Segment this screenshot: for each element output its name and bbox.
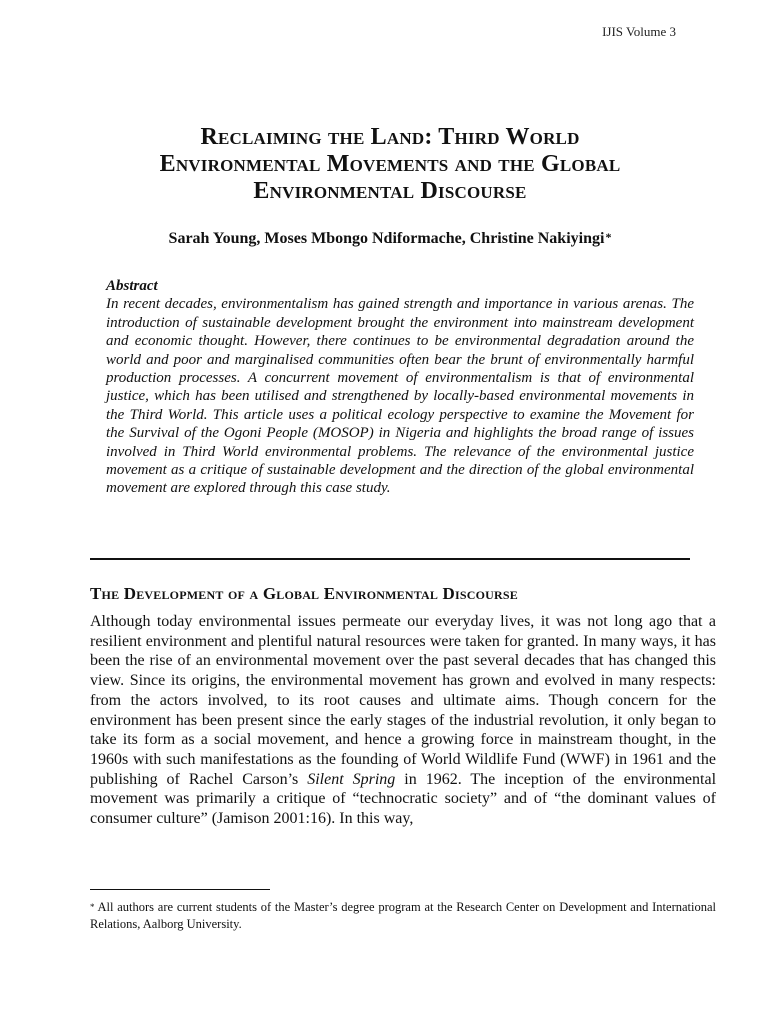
journal-header: IJIS Volume 3 [602,24,676,39]
title-line-1: Reclaiming the Land: Third World [200,124,580,150]
book-title: Silent Spring [307,770,396,788]
section-heading: The Development of a Global Environmental Discourse [90,584,518,603]
author-list [90,230,690,248]
abstract-text: In recent decades, environmentalism has gained strength and importance in various arenas. The introduction of sustainable development brought the environment into mainstream development and economic thought. However, there continues to be environmental degradation around the world and poor and marginalised communities often bear the brunt of environmentally harmful production processes. A concurrent movement of environmentalism is that of environmental justice, which has been utilised and strengthened by locally-based environmental movements in the Third World. This article uses a political ecology perspective to examine the Movement for the Survival of the Ogoni People (MOSOP) in Nigeria and highlights the broad range of issues involved in Third World environmental problems. The relevance of the environmental justice movement as a critique of sustainable development and the direction of the global environmental movement are explored through this case study. [106,296,694,497]
footnote-divider [90,889,270,890]
footnote [90,899,716,933]
abstract-block [106,277,694,498]
footnote-mark: * [90,902,95,912]
body-text-part-1: Although today environmental issues permeate our everyday lives, it was not long ago that a resilient environment and plentiful natural resources were taken for granted. In many ways, it has been the rise of an environmental movement over the past several decades that has changed this view. Since its origins, the environmental movement has grown and evolved in many respects: from the actors involved, to its root causes and ultimate aims. Though concern for the environment has been present since the early stages of the industrial revolution, it only began to take its form as a social movement, and hence a growing force in mainstream thought, in the 1960s with such manifestations as the founding of World Wildlife Fund (WWF) in 1961 and the publishing of Rachel Carson’s [90,613,716,788]
article-title [90,124,690,205]
section-divider [90,558,690,560]
author-footnote-mark: * [605,230,612,244]
body-text-part-2: in 1962. The inception of the environmental movement was primarily a critique of “technocratic society” and of “the dominant values of consumer culture” (Jamison 2001:16). In this way, [90,770,717,828]
title-line-3: Environmental Discourse [253,178,527,204]
body-paragraph [90,612,716,829]
author-names: Sarah Young, Moses Mbongo Ndiformache, Christine Nakiyingi [168,230,605,247]
footnote-text: All authors are current students of the Master’s degree program at the Research Center on Development and International Relations, Aalborg University. [90,900,716,931]
abstract-label: Abstract [106,278,158,294]
title-line-2: Environmental Movements and the Global [159,151,621,177]
